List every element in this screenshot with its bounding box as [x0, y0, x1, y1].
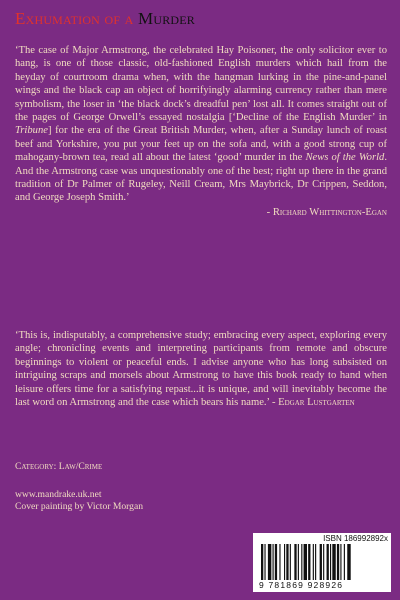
barcode-bar	[315, 544, 316, 580]
book-title	[15, 8, 390, 30]
barcode-bar	[323, 544, 324, 580]
title-part-1: Exhumation of a	[15, 9, 139, 28]
barcode-bar	[330, 544, 331, 580]
barcode-bar	[320, 544, 322, 580]
quote-2-text: ‘This is, indisputably, a comprehensive study; embracing every aspect, exploring every angle; chronicling events and interpreting participants from remote and obscure beginnings to violent or peaceful ends. I advise anyone who has long subsisted on intriguing scraps and morsels about Armstrong to have this book ready to hand when leisure offers time for a satisfying repast...it is unique, and will inevitably become the last word on Armstrong and the case which bears his name.’	[15, 330, 387, 409]
website-link[interactable]: www.mandrake.uk.net	[15, 489, 102, 500]
barcode-bar	[294, 544, 296, 580]
barcode-bar	[275, 544, 277, 580]
barcode-bar	[268, 544, 271, 580]
title-part-2: Murder	[138, 9, 196, 28]
review-quote-2	[15, 329, 387, 409]
barcode-bar	[347, 544, 350, 580]
cover-credit: Cover painting by Victor Morgan	[15, 501, 144, 512]
barcode-bar	[340, 544, 341, 580]
barcode-bar	[261, 544, 263, 580]
barcode-bar	[332, 544, 335, 580]
barcode-bar	[290, 544, 291, 580]
category-label: Category: Law/Crime	[15, 461, 103, 472]
barcode-bars	[259, 544, 385, 580]
barcode-bar	[264, 544, 265, 580]
barcode-bar	[301, 544, 302, 580]
barcode-bar	[313, 544, 314, 580]
quote-1-attribution: - Richard Whittington-Egan	[266, 206, 387, 218]
quote-1-text-c: . And the Armstrong case was unquestionably one of the best; right up there in the grand tradition of Dr Palmer of Rugeley, Neill Cream, Mrs Maybrick, Dr Crippen, Seddon, and George Joseph Smith.’	[15, 152, 387, 204]
quote-2-attribution: - Edgar Lustgarten	[271, 397, 355, 409]
review-quote-1	[15, 44, 387, 219]
barcode-bar	[273, 544, 274, 580]
quote-1-text-a: ‘The case of Major Armstrong, the celebrated Hay Poisoner, the only solicitor ever to hang, is one of those classic, old-fashioned English murders which hail from the heyday of courtroom drama when, with the hangman lurking in the pine-and-panel wings and the black cap an object of horrifyingly alarming currency rather than mere symbolism, the loser in ‘the black dock’s dreadful pen’ lost all. It comes straight out of the pages of George Orwell’s essayed nostalgia [‘Decline of the English Murder’ in	[15, 45, 387, 124]
isbn-label: ISBN 186992892x	[323, 534, 388, 543]
barcode-bar	[344, 544, 345, 580]
barcode-number: 9 781869 928926	[259, 580, 344, 590]
barcode-bar	[337, 544, 339, 580]
barcode-bar	[298, 544, 299, 580]
barcode-bar	[327, 544, 329, 580]
barcode-bar	[279, 544, 280, 580]
quote-1-text-b: ] for the era of the Great British Murder, when, after a Sunday lunch of roast beef and Yorkshire, you put your feet up on the sofa and, with a good strong cup of mahogany-brown tea, read all about the latest ‘good’ murder in the	[15, 125, 387, 164]
quote-1-italic-news: News of the World	[305, 152, 385, 164]
quote-1-italic-tribune: Tribune	[15, 125, 48, 137]
barcode-bar	[308, 544, 310, 580]
barcode-bar	[284, 544, 285, 580]
barcode	[253, 533, 391, 592]
barcode-bar	[304, 544, 307, 580]
barcode-bar	[286, 544, 288, 580]
publisher-info	[15, 489, 143, 513]
